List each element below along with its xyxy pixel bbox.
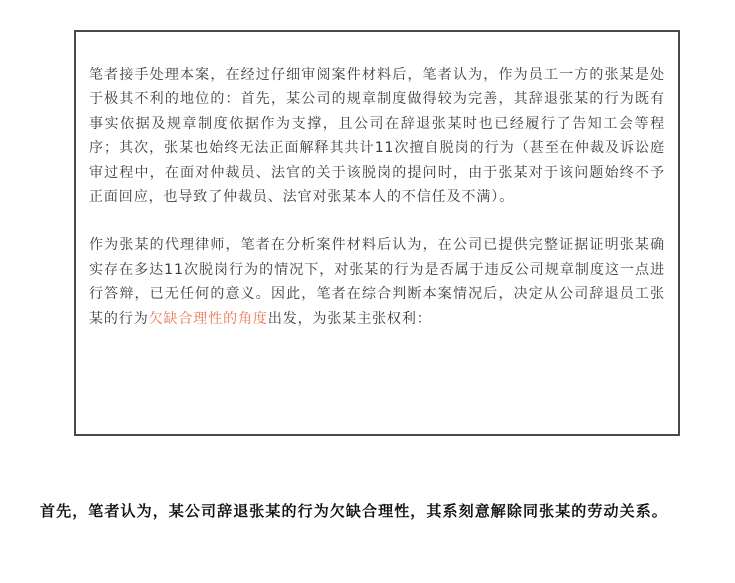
quote-paragraph-2-text-after: 出发，为张某主张权利： xyxy=(267,310,432,327)
quote-box xyxy=(74,30,680,436)
conclusion-statement: 首先，笔者认为，某公司辞退张某的行为欠缺合理性，其系刻意解除同张某的劳动关系。 xyxy=(40,502,668,520)
quote-paragraph-1: 笔者接手处理本案，在经过仔细审阅案件材料后，笔者认为，作为员工一方的张某是处于极其不利的地位的：首先，某公司的规章制度做得较为完善，其辞退张某的行为既有事实依据及规章制度依据作为支撑，且公司在辞退张某时也已经履行了告知工会等程序；其次，张某也始终无法正面解释其共计11次擅自脱岗的行为（甚至在仲裁及诉讼庭审过程中，在面对仲裁员、法官的关于该脱岗的提问时，由于张某对于该问题始终不予正面回应，也导致了仲裁员、法官对张某本人的不信任及不满）。 xyxy=(89,67,665,206)
quote-paragraph-2-text-before: 作为张某的代理律师，笔者在分析案件材料后认为，在公司已提供完整证据证明张某确实存在多达11次脱岗行为的情况下，对张某的行为是否属于违反公司规章制度这一点进行答辩，已无任何的意义。因此，笔者在综合判断本案情况后，决定从公司辞退员工张某的行为 xyxy=(89,237,665,327)
highlighted-phrase: 欠缺合理性的角度 xyxy=(148,310,268,327)
quote-paragraph-2 xyxy=(89,233,665,331)
